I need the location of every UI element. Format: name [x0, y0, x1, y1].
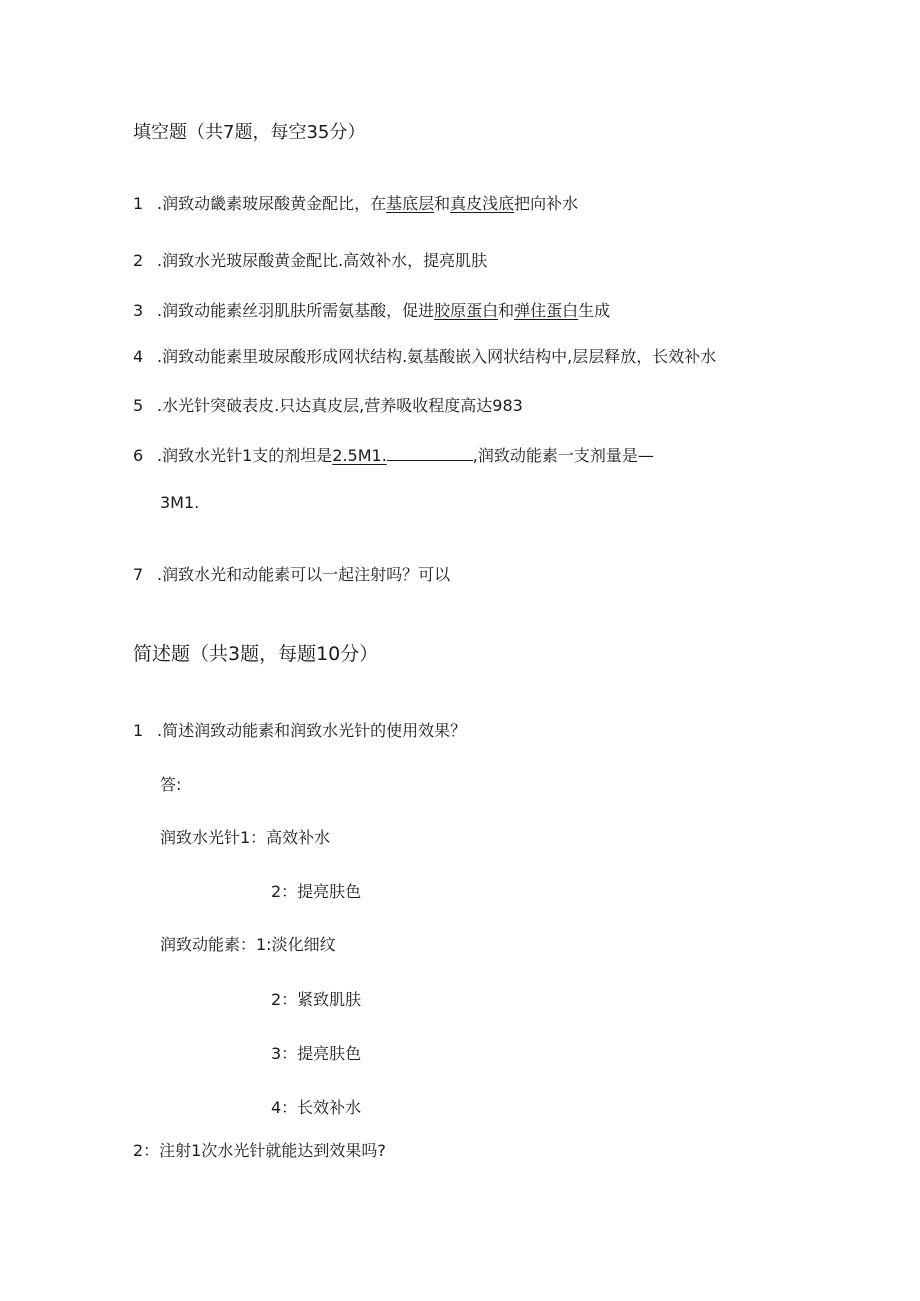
answer-underlined: 胶原蛋白: [434, 301, 499, 320]
fill-item-5: [133, 395, 523, 417]
item-number: 4: [133, 347, 144, 366]
item-text: .润致水光针1支的剂坦是: [157, 446, 333, 465]
item-number: 3: [133, 301, 144, 320]
answer-underlined: 2.5M1.: [332, 446, 387, 465]
answer-underlined: 真皮浅底: [450, 194, 515, 213]
short-question-2: 2：注射1次水光针就能达到效果吗?: [133, 1141, 386, 1160]
fill-item-4: [133, 346, 716, 368]
item-text: ,润致动能素一支剂量是—: [472, 446, 654, 465]
item-number: 2: [133, 251, 144, 270]
fill-item-1: [133, 193, 578, 215]
item-text: 把向补水: [514, 194, 579, 213]
item-number: 1: [133, 194, 144, 213]
water-light-effect-1: 润致水光针1：高效补水: [160, 828, 331, 847]
fill-item-6-continuation: 3M1.: [160, 493, 200, 512]
item-text: 和: [498, 301, 515, 320]
item-text: .水光针突破表皮.只达真皮层,营养吸收程度高达983: [157, 396, 523, 415]
item-text: .润致水光玻尿酸黄金配比.高效补水，提亮肌肤: [157, 251, 488, 270]
item-text: .润致水光和动能素可以一起注射吗？可以: [157, 565, 451, 584]
kinetic-effect-3: 3：提亮肤色: [271, 1044, 362, 1063]
question-number: 1: [133, 721, 144, 740]
fill-item-2: [133, 250, 487, 272]
answer-underlined: 弹住蛋白: [514, 301, 579, 320]
item-number: 7: [133, 565, 144, 584]
item-text: 和: [434, 194, 451, 213]
item-number: 5: [133, 396, 144, 415]
kinetic-effect-4: 4：长效补水: [271, 1098, 362, 1117]
short-section-heading: 简述题（共3题，每题10分）: [133, 643, 379, 665]
item-text: .润致动能素丝羽肌肤所需氨基酸，促进: [157, 301, 435, 320]
fill-item-6: [133, 443, 654, 467]
fill-item-7: [133, 564, 450, 586]
item-text: .润致动畿素玻尿酸黄金配比，在: [157, 194, 387, 213]
fill-item-3: [133, 300, 610, 322]
short-question-1: [133, 720, 466, 742]
answer-blank: [387, 443, 473, 461]
item-text: .润致动能素里玻尿酸形成网状结构.氨基酸嵌入网状结构中,层层释放，长效补水: [157, 347, 717, 366]
question-text: .简述润致动能素和润致水光针的使用效果？: [157, 721, 467, 740]
fill-section-heading: 填空题（共7题，每空35分）: [133, 122, 366, 143]
answer-label: 答:: [160, 775, 182, 794]
kinetic-effect-1: 润致动能素：1:淡化细纹: [160, 935, 336, 954]
item-text: 生成: [578, 301, 611, 320]
item-number: 6: [133, 446, 144, 465]
answer-underlined: 基底层: [386, 194, 435, 213]
kinetic-effect-2: 2：紧致肌肤: [271, 990, 362, 1009]
water-light-effect-2: 2：提亮肤色: [271, 882, 362, 901]
